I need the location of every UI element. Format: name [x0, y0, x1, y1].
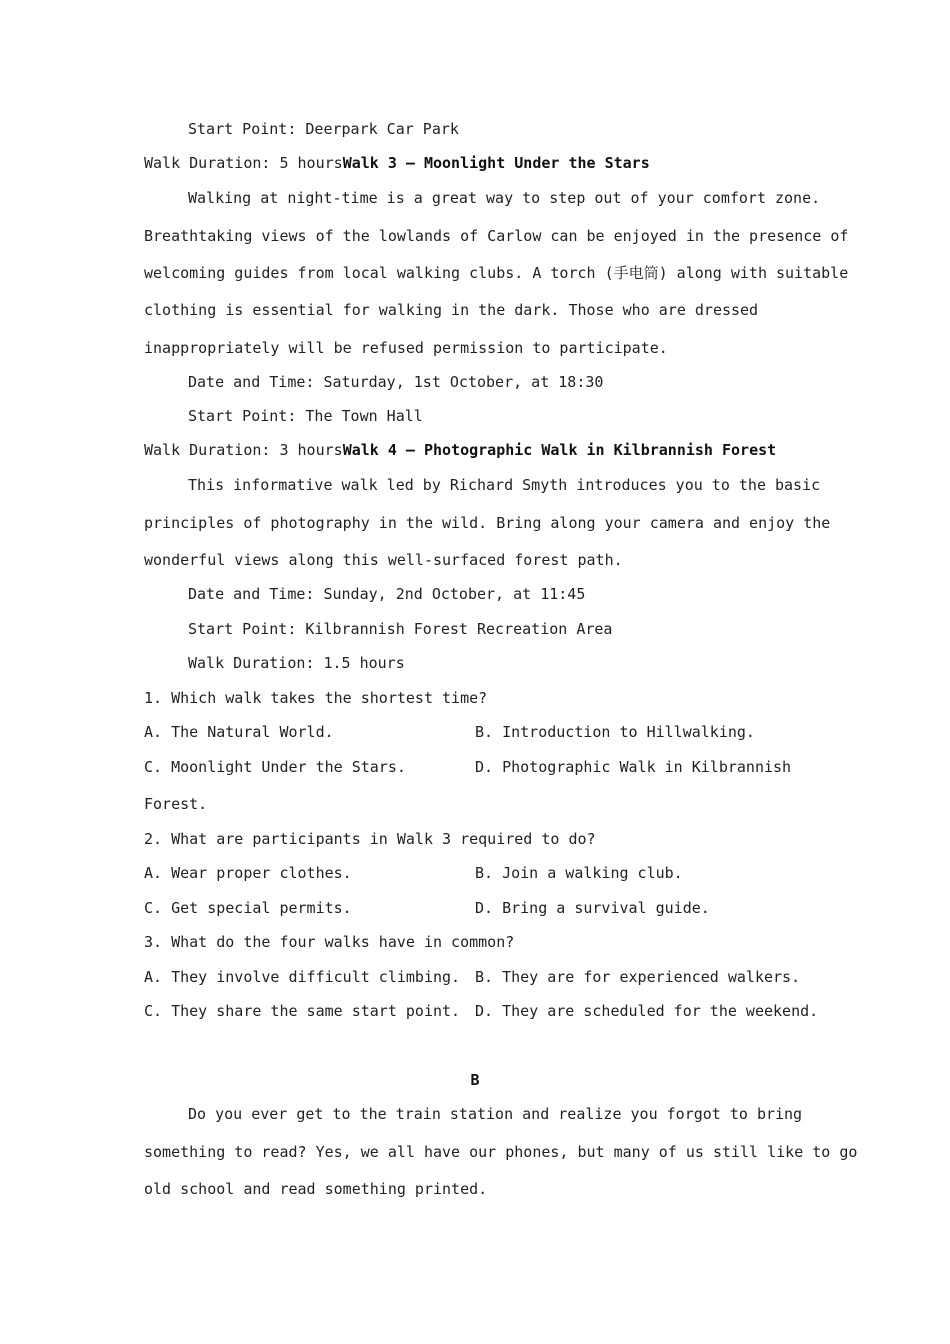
question-2-option-d: D. Bring a survival guide.	[475, 899, 710, 917]
question-2-option-a: A. Wear proper clothes.	[144, 864, 352, 882]
question-3-option-c: C. They share the same start point.	[144, 1002, 461, 1020]
question-2-option-b: B. Join a walking club.	[475, 864, 683, 882]
walk3-start-point: Start Point: The Town Hall	[188, 407, 423, 425]
walk2-start-point: Start Point: Deerpark Car Park	[188, 120, 459, 138]
walk4-body-line: principles of photography in the wild. Bring along your camera and enjoy the	[144, 514, 831, 532]
walk3-body-line: clothing is essential for walking in the dark. Those who are dressed	[144, 301, 759, 319]
question-1-option-d: D. Photographic Walk in Kilbrannish	[475, 758, 792, 776]
question-1-option-b: B. Introduction to Hillwalking.	[475, 723, 755, 741]
section-b-body-line: something to read? Yes, we all have our phones, but many of us still like to go	[144, 1143, 858, 1161]
walk3-duration: Walk Duration: 3 hours	[144, 441, 343, 459]
walk4-start-point: Start Point: Kilbrannish Forest Recreation Area	[188, 620, 613, 638]
walk3-body-line: Walking at night-time is a great way to step out of your comfort zone.	[188, 189, 821, 207]
walk4-title: Walk 4 — Photographic Walk in Kilbrannish Forest	[342, 441, 777, 459]
walk3-body-line: Breathtaking views of the lowlands of Carlow can be enjoyed in the presence of	[144, 227, 849, 245]
walk3-body-line: welcoming guides from local walking clubs. A torch (手电筒) along with suitable	[144, 264, 849, 282]
walk4-date-time: Date and Time: Sunday, 2nd October, at 11:45	[188, 585, 586, 603]
question-3-option-b: B. They are for experienced walkers.	[475, 968, 801, 986]
walk4-body-line: This informative walk led by Richard Smyth introduces you to the basic	[188, 476, 821, 494]
section-b-body-line: Do you ever get to the train station and realize you forgot to bring	[188, 1105, 803, 1123]
question-1-option-a: A. The Natural World.	[144, 723, 334, 741]
walk3-body-line: inappropriately will be refused permission to participate.	[144, 339, 668, 357]
walk3-date-time: Date and Time: Saturday, 1st October, at 18:30	[188, 373, 604, 391]
question-2-option-c: C. Get special permits.	[144, 899, 352, 917]
walk3-duration-line	[144, 440, 776, 460]
walk3-title: Walk 3 — Moonlight Under the Stars	[342, 154, 650, 172]
walk2-duration-line	[144, 153, 650, 173]
question-3-option-a: A. They involve difficult climbing.	[144, 968, 461, 986]
walk4-body-line: wonderful views along this well-surfaced forest path.	[144, 551, 623, 569]
walk2-duration: Walk Duration: 5 hours	[144, 154, 343, 172]
walk4-duration: Walk Duration: 1.5 hours	[188, 654, 405, 672]
question-1-option-d-continued: Forest.	[144, 795, 208, 813]
section-b-heading: B	[470, 1071, 480, 1089]
section-b-body-line: old school and read something printed.	[144, 1180, 488, 1198]
question-1-option-c: C. Moonlight Under the Stars.	[144, 758, 406, 776]
question-3-stem: 3. What do the four walks have in common?	[144, 933, 515, 951]
question-1-stem: 1. Which walk takes the shortest time?	[144, 689, 488, 707]
question-3-option-d: D. They are scheduled for the weekend.	[475, 1002, 819, 1020]
question-2-stem: 2. What are participants in Walk 3 required to do?	[144, 830, 596, 848]
